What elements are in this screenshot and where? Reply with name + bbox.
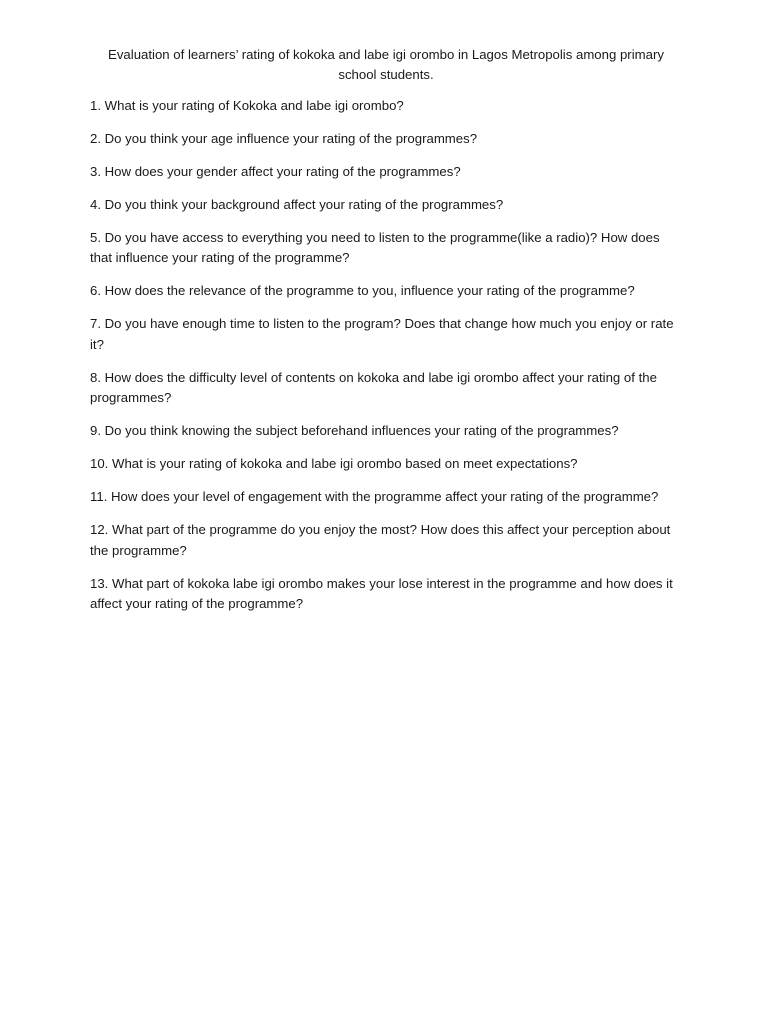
question-4: 4. Do you think your background affect your rating of the programmes? bbox=[90, 197, 504, 212]
question-3: 3. How does your gender affect your rating of the programmes? bbox=[90, 164, 461, 179]
question-list bbox=[90, 96, 682, 614]
question-7: 7. Do you have enough time to listen to the program? Does that change how much you enjoy or rate it? bbox=[90, 316, 674, 352]
question-5: 5. Do you have access to everything you need to listen to the programme(like a radio)? How does that influence your rating of the programme? bbox=[90, 230, 660, 266]
question-2: 2. Do you think your age influence your rating of the programmes? bbox=[90, 131, 478, 146]
question-9: 9. Do you think knowing the subject beforehand influences your rating of the programmes? bbox=[90, 423, 619, 439]
question-13: 13. What part of kokoka labe igi orombo makes your lose interest in the programme and how does it affect your rating of the programme? bbox=[90, 575, 673, 612]
question-1: 1. What is your rating of Kokoka and labe igi orombo? bbox=[90, 98, 404, 113]
question-12: 12. What part of the programme do you enjoy the most? How does this affect your perception about the programme? bbox=[90, 522, 671, 558]
question-8: 8. How does the difficulty level of contents on kokoka and labe igi orombo affect your rating of the programmes? bbox=[90, 369, 657, 406]
question-11: 11. How does your level of engagement with the programme affect your rating of the programme? bbox=[90, 489, 659, 505]
question-6: 6. How does the relevance of the programme to you, influence your rating of the programme? bbox=[90, 283, 635, 299]
question-10: 10. What is your rating of kokoka and labe igi orombo based on meet expectations? bbox=[90, 456, 578, 472]
document-content bbox=[90, 45, 682, 627]
document-title: Evaluation of learners’ rating of kokoka and labe igi orombo in Lagos Metropolis among primary school students. bbox=[108, 47, 664, 82]
